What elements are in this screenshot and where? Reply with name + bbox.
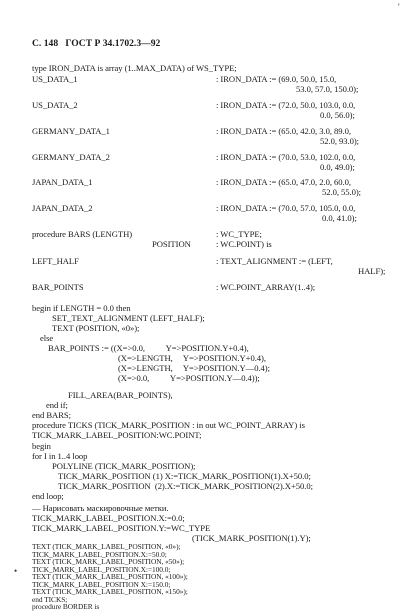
code-line: else [40,333,54,343]
left-half-name: LEFT_HALF [32,256,79,266]
code-line: POLYLINE (TICK_MARK_POSITION); [52,461,196,471]
type-declaration: type IRON_DATA is array (1..MAX_DATA) of WS_TYPE; [32,63,237,73]
proc-bars-signature: procedure BARS (LENGTH) [32,229,133,239]
proc-bars-type: : WC_TYPE; [216,229,262,239]
def-name: US_DATA_2 [32,100,78,110]
bar-points-value: : WC.POINT_ARRAY(1..4); [216,282,316,292]
proc-bars-param-type: : WC.POINT) is [216,239,272,249]
code-line: TICK_MARK_LABEL_POSITION.Y:=WC_TYPE [32,523,211,533]
left-half-cont: HALF); [358,266,386,276]
scan-tick: ' [398,2,400,12]
def-value-cont: 0.0, 56.0); [320,110,355,120]
code-line: (TICK_MARK_POSITION(1).Y); [192,533,311,543]
code-line: end TICKS; [32,594,68,604]
code-line: TEXT (TICK_MARK_LABEL_POSITION, «0»); [32,542,181,551]
code-line: FILL_AREA(BAR_POINTS), [68,390,173,400]
def-value-cont: 53.0, 57.0, 150.0); [296,84,359,94]
def-name: GERMANY_DATA_2 [32,152,110,162]
code-line: procedure BORDER is [32,602,100,611]
def-value: : IRON_DATA := (72.0, 50.0, 103.0, 0.0, [216,100,356,110]
code-line: (X=>0.0, Y=>POSITION.Y—0.4)); [118,373,260,383]
def-value-cont: 52.0, 93.0); [320,136,360,146]
page-header [32,38,160,49]
def-value-cont: 0.0, 41.0); [322,213,357,223]
code-line: for I in 1..4 loop [32,451,88,461]
bar-points-name: BAR_POINTS [32,282,84,292]
code-line: begin [32,441,51,451]
def-name: JAPAN_DATA_1 [32,177,93,187]
code-line: TICK_MARK_LABEL_POSITION.X:=0.0; [32,513,185,523]
scan-dot: • [14,566,18,576]
def-value: : IRON_DATA := (70.0, 57.0, 105.0, 0.0, [216,203,356,213]
code-line: TICK_MARK_POSITION (1) X:=TICK_MARK_POSITION(1).X+50.0; [58,471,311,481]
code-line: (X=>LENGTH, Y=>POSITION.Y+0.4), [118,353,266,363]
left-half-value: : TEXT_ALIGNMENT := (LEFT, [216,256,333,266]
code-line: TEXT (TICK_MARK_LABEL_POSITION, «50»); [32,557,185,566]
def-name: GERMANY_DATA_1 [32,126,110,136]
def-value: : IRON_DATA := (65.0, 42.0, 3.0, 89.0, [216,126,351,136]
code-line: BAR_POINTS := ((X=>0.0, Y=>POSITION.Y+0.4), [48,343,249,353]
code-line: procedure TICKS (TICK_MARK_POSITION : in out WC_POINT_ARRAY) is [32,420,305,430]
code-line: begin if LENGTH = 0.0 then [32,303,131,313]
code-line: TICK_MARK_POSITION (2).X:=TICK_MARK_POSITION(2).X+50.0; [58,481,313,491]
def-value-cont: 52.0, 55.0); [322,187,362,197]
def-value: : IRON_DATA := (69.0, 50.0, 15.0, [216,74,337,84]
proc-bars-param: POSITION [152,239,191,249]
code-line: TICK_MARK_LABEL_POSITION.X:=100.0; [32,564,171,574]
code-line: TEXT (POSITION, «0»); [52,323,140,333]
standard-code: ГОСТ Р 34.1702.3—92 [65,38,161,49]
code-comment: — Нарисовать маскировочные метки. [32,503,169,513]
code-line: TICK_MARK_LABEL_POSITION:WC.POINT; [32,430,202,440]
code-line: TICK_MARK_LABEL_POSITION.X:=50.0; [32,549,167,559]
code-line: end BARS; [32,410,71,420]
page-number: С. 148 [32,38,59,49]
code-line: end loop; [32,491,64,501]
code-line: TEXT (TICK_MARK_LABEL_POSITION, «150»); [32,587,188,596]
code-line: TICK_MARK_LABEL_POSITION X:=150.0; [32,579,171,589]
def-value: : IRON_DATA := (65.0, 47.0, 2.0, 60.0, [216,177,351,187]
code-line: (X=>LENGTH, Y=>POSITION.Y—0.4); [118,363,270,373]
def-name: JAPAN_DATA_2 [32,203,93,213]
def-name: US_DATA_1 [32,74,78,84]
def-value-cont: 0.0, 49.0); [320,162,355,172]
code-line: TEXT (TICK_MARK_LABEL_POSITION, «100»); [32,572,188,581]
def-value: : IRON_DATA := (70.0, 53.0, 102.0, 0.0, [216,152,356,162]
code-line: SET_TEXT_ALIGNMENT (LEFT_HALF); [52,313,205,323]
code-line: end if; [46,400,68,410]
